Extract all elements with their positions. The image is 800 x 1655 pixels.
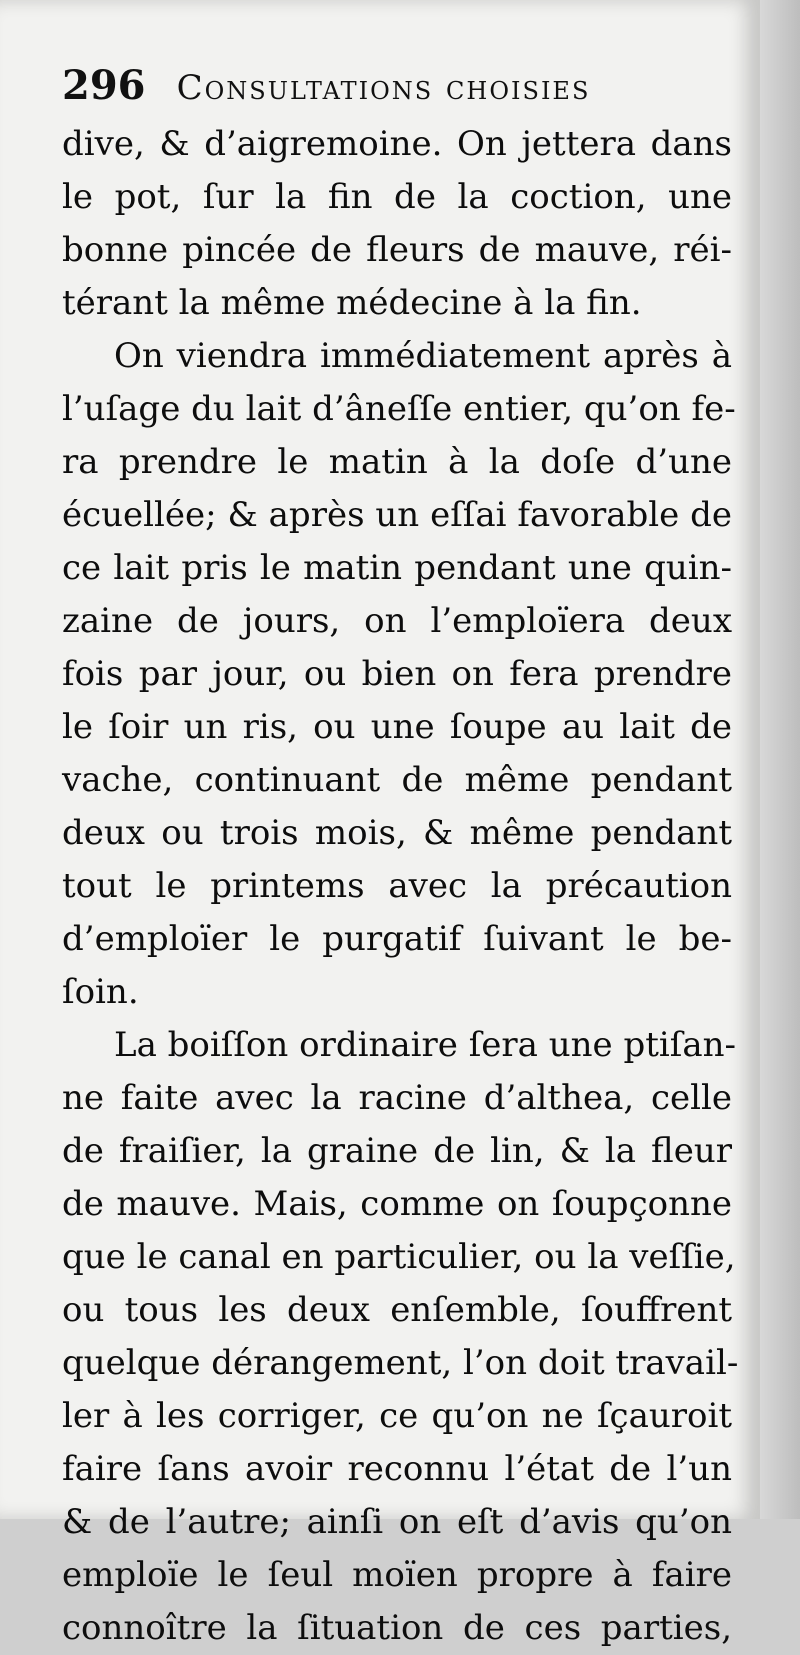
text-line: ou tous les deux enſemble, ſouffrent xyxy=(62,1290,732,1330)
page-number: 296 xyxy=(62,62,146,109)
text-line: ce lait pris le matin pendant une quin- xyxy=(62,548,732,588)
text-line: dive, & d’aigremoine. On jettera dans xyxy=(62,124,732,164)
running-head: Consultations choisies xyxy=(176,68,591,108)
text-line: zaine de jours, on l’emploïera deux xyxy=(62,601,732,641)
text-line: faire ſans avoir reconnu l’état de l’un xyxy=(62,1449,732,1489)
paragraph xyxy=(62,118,732,330)
text-line: d’emploïer le purgatif ſuivant le be- xyxy=(62,919,732,959)
text-line: de fraiſier, la graine de lin, & la fleur xyxy=(62,1131,732,1171)
text-line: écuellée; & après un eſſai favorable de xyxy=(62,495,732,535)
text-line: fois par jour, ou bien on fera prendre xyxy=(62,654,732,694)
text-line: On viendra immédiatement après à xyxy=(114,336,732,376)
text-line: l’uſage du lait d’âneſſe entier, qu’on fe- xyxy=(62,389,736,429)
text-line: térant la même médecine à la fin. xyxy=(62,283,642,323)
text-line: quelque dérangement, l’on doit travail- xyxy=(62,1343,739,1383)
text-line: & de l’autre; ainſi on eſt d’avis qu’on xyxy=(62,1502,732,1542)
text-line: le ſoir un ris, ou une ſoupe au lait de xyxy=(62,707,732,747)
text-line: vache, continuant de même pendant xyxy=(62,760,732,800)
page-header xyxy=(62,62,742,122)
body-text xyxy=(62,118,739,1655)
text-line: La boiſſon ordinaire ſera une ptiſan- xyxy=(114,1025,736,1065)
text-line: que le canal en particulier, ou la veſſie, xyxy=(62,1237,736,1277)
text-line: le pot, ſur la fin de la coction, une xyxy=(62,177,732,217)
text-line: ler à les corriger, ce qu’on ne ſçauroit xyxy=(62,1396,732,1436)
text-line: emploïe le ſeul moïen propre à faire xyxy=(62,1555,732,1595)
text-line: ne faite avec la racine d’althea, celle xyxy=(62,1078,732,1118)
text-line: ſoin. xyxy=(62,972,139,1012)
text-line: de mauve. Mais, comme on ſoupçonne xyxy=(62,1184,732,1224)
text-line: bonne pincée de fleurs de mauve, réi- xyxy=(62,230,732,270)
page-edge xyxy=(760,0,800,1519)
text-line: ra prendre le matin à la doſe d’une xyxy=(62,442,732,482)
paragraph xyxy=(62,330,736,1019)
text-line: connoître la ſituation de ces parties, xyxy=(62,1608,732,1648)
text-line: tout le printems avec la précaution xyxy=(62,866,732,906)
text-line: deux ou trois mois, & même pendant xyxy=(62,813,732,853)
paragraph xyxy=(62,1019,739,1655)
